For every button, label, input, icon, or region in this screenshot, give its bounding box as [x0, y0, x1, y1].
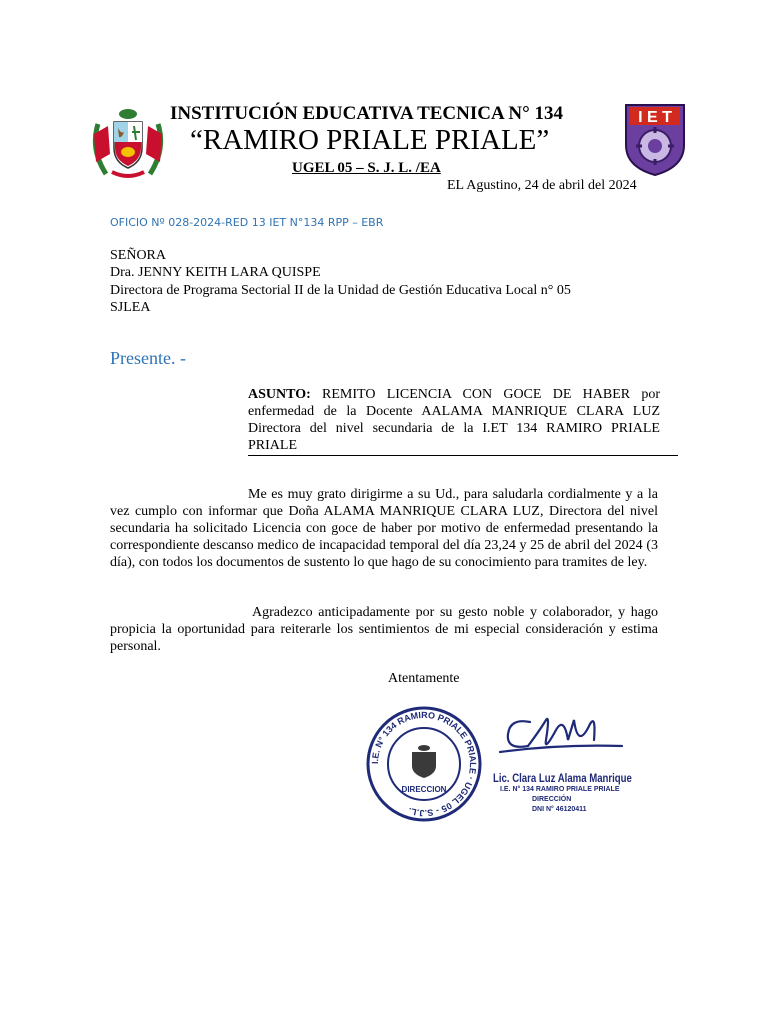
- iet-logo: [620, 99, 690, 177]
- recipient-location: SJLEA: [110, 300, 151, 315]
- letter-date: EL Agustino, 24 de abril del 2024: [447, 178, 637, 193]
- official-stamp: [360, 700, 636, 822]
- asunto-block: [248, 386, 660, 454]
- signature-office: DIRECCIÓN: [532, 796, 572, 803]
- signature-dni: DNI N° 46120411: [532, 806, 587, 813]
- presente-heading: Presente. -: [110, 348, 186, 368]
- recipient-position: Directora de Programa Sectorial II de la Unidad de Gestión Educativa Local n° 05: [110, 283, 571, 298]
- asunto-divider: [248, 455, 678, 456]
- ugel-label: UGEL 05 – S. J. L. /EA: [292, 160, 441, 176]
- stamp-ring-text: I.E. N° 134 RAMIRO PRIALE PRIALE · UGEL 05 - S.J.L.: [369, 709, 479, 819]
- recipient-name: Dra. JENNY KEITH LARA QUISPE: [110, 265, 321, 280]
- signature-block: [360, 700, 636, 822]
- oficio-number: OFICIO Nº 028-2024-RED 13 IET N°134 RPP – EBR: [110, 216, 384, 229]
- closing: Atentamente: [388, 671, 460, 686]
- recipient-salutation: SEÑORA: [110, 248, 167, 263]
- institution-title: INSTITUCIÓN EDUCATIVA TECNICA N° 134: [170, 103, 563, 124]
- asunto-label: ASUNTO:: [248, 387, 311, 402]
- body-paragraph-2: [110, 604, 658, 655]
- iet-logo-text: I E T: [638, 109, 672, 126]
- signature-name: Lic. Clara Luz Alama Manrique: [493, 771, 632, 785]
- handwritten-signature: [500, 719, 622, 752]
- coat-of-arms-icon: [88, 104, 168, 184]
- stamp-emblem-icon: [412, 745, 436, 778]
- body-paragraph-1: [110, 486, 658, 571]
- body-paragraph-1-text: Me es muy grato dirigirme a su Ud., para saludarla cordialmente y a la vez cumplo con informar que Doña ALAMA MANRIQUE CLARA LUZ, Directora del nivel secundaria ha solicitado Licencia con goce de haber por motivo de enfermedad presentando la correspondiente descanso medico de incapacidad temporal del día 23,24 y 25 de abril del 2024 (3 día), con todos los documentos de sustento lo que hago de su conocimiento para tramites de ley.: [110, 487, 658, 570]
- signature-institution: I.E. N° 134 RAMIRO PRIALE PRIALE: [500, 786, 620, 793]
- school-name: “RAMIRO PRIALE PRIALE”: [190, 124, 550, 156]
- stamp-center-text: DIRECCION: [401, 785, 447, 794]
- asunto-text: REMITO LICENCIA CON GOCE DE HABER por enfermedad de la Docente AALAMA MANRIQUE CLARA LUZ Directora del nivel secundaria de la I.ET 134 RAMIRO PRIALE PRIALE: [248, 387, 661, 453]
- iet-shield-icon: [620, 99, 690, 177]
- national-coat-of-arms: [88, 104, 168, 184]
- body-paragraph-2-text: Agradezco anticipadamente por su gesto noble y colaborador, y hago propicia la oportunidad para reiterarle los sentimientos de mi especial consideración y estima personal.: [110, 605, 658, 654]
